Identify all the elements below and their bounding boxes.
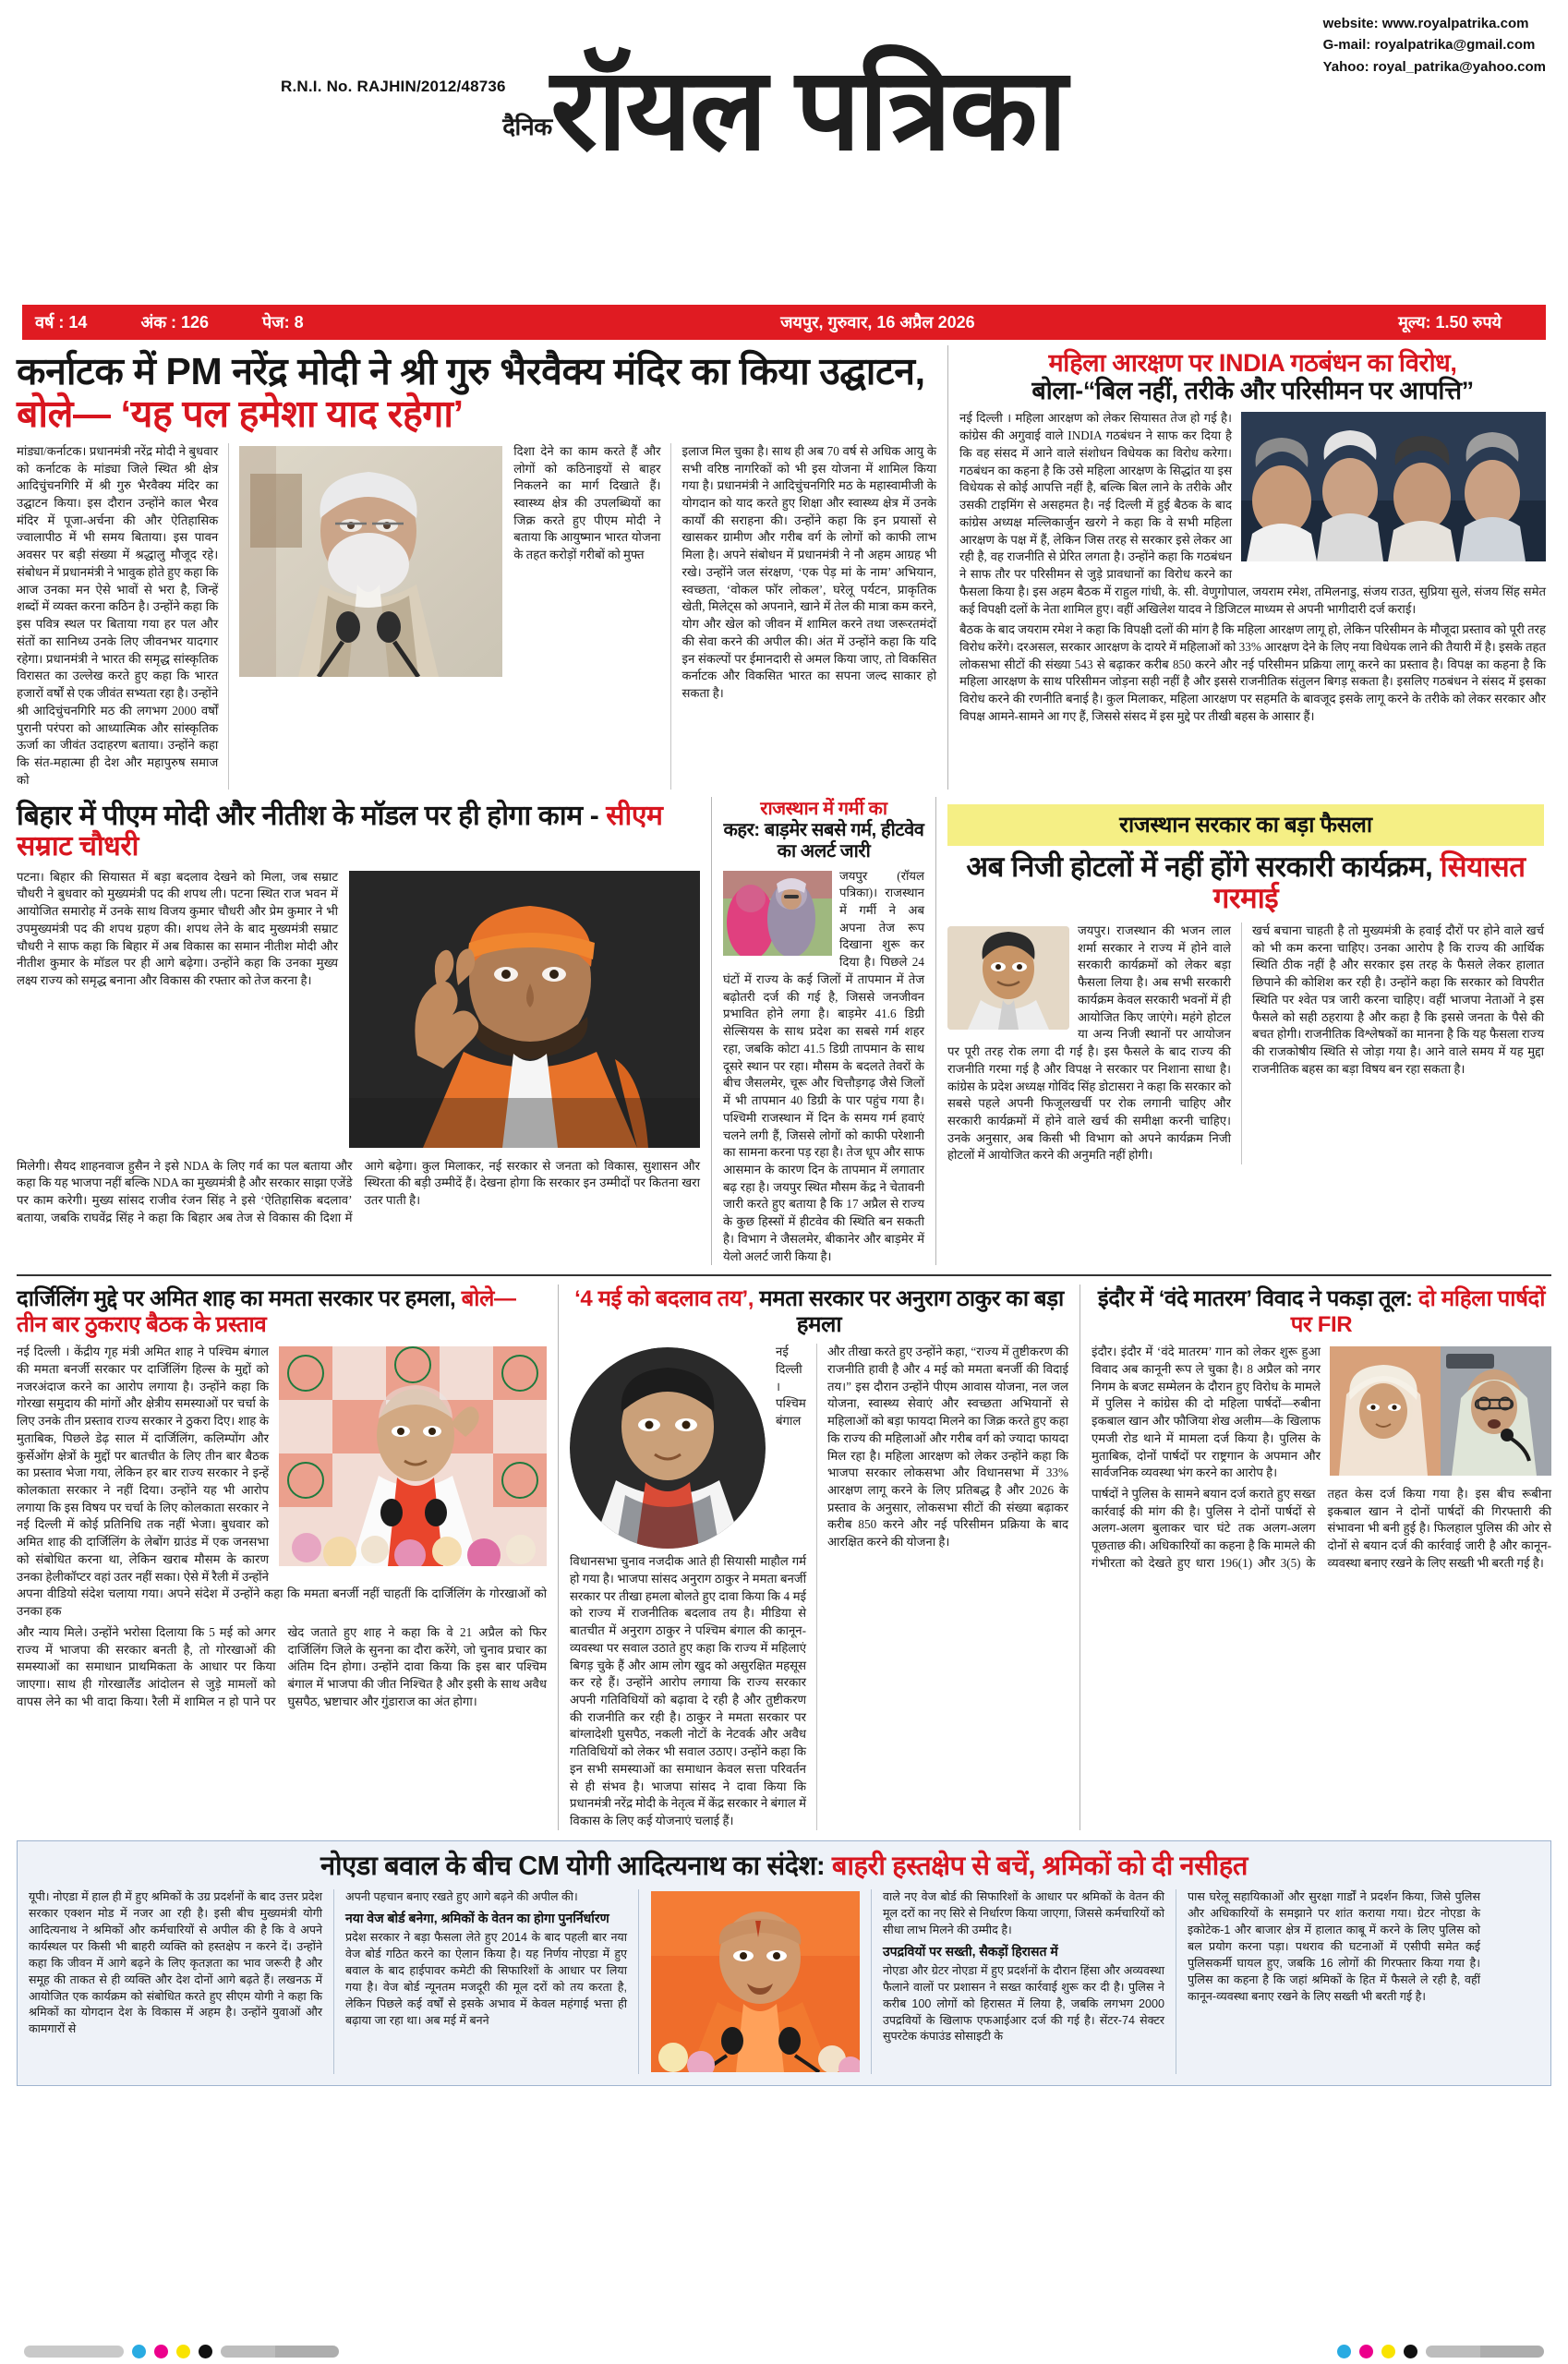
yellow-dot-right [1381, 2345, 1395, 2358]
info-issue: अंक : 126 [140, 313, 210, 332]
darjeeling-col2: और न्याय मिले। उन्होंने भरोसा दिलाया कि 5 मई को अगर राज्य में भाजपा की सरकार बनती है, तो गोरखाओं की समस्याओं का समाधान प्राथमिकता के आधार पर किया जाएगा। साथ ही गोरखालैंड आंदोलन से जुड़े मामलों को वापस लेने का भी वादा किया। रैली में शामिल न हो पाने पर खेद जताते हुए शाह ने कहा कि वे 21 अप्रैल को फिर दार्जिलिंग जिले के सुनना का दौरा करेंगे, जो चुनाव प्रचार का अंतिम दिन होगा। उन्होंने दावा किया कि इस बार पश्चिम बंगाल में भाजपा की जीत निश्चित है और इसी के साथ अवैध घुसपैठ, भ्रष्टाचार और गुंडाराज का अंत होगा। [17, 1624, 547, 1708]
bihar-story [17, 797, 711, 1266]
rni-number: R.N.I. No. RAJHIN/2012/48736 [281, 78, 506, 95]
rajasthan-govt-story [936, 797, 1544, 1266]
cyan-dot-right [1337, 2345, 1351, 2358]
india-headline [959, 349, 1546, 404]
samrat-chaudhary-photo [349, 871, 700, 1148]
logo [17, 46, 1551, 174]
indore-photo-svg [1330, 1346, 1551, 1476]
black-dot-right [1404, 2345, 1417, 2358]
thakur-photo-svg [570, 1347, 766, 1549]
india-leaders-photo [1241, 412, 1546, 561]
bihar-col1: पटना। बिहार की सियासत में बड़ा बदलाव देखने को मिला, जब सम्राट चौधरी ने बुधवार को मुख्यमंत्री पद की शपथ ली। पटना स्थित राज भवन में आयोजित समारोह में उनके साथ विजय कुमार चौधरी और प्रेम कुमार ने भी उपमुख्यमंत्री पद की शपथ ग्रहण की। शपथ लेने के बाद मुख्यमंत्री सम्राट चौधरी ने साफ कहा कि बिहार में अब विकास का समान नीतीश मोदी और नीतीश कुमार के मॉडल पर ही आगे बढ़ेगा। उन्होंने कहा कि उनका मुख्य लक्ष्य राज्य को समृद्ध बनाना और विकास की रफ्तार को तेज करना है। [17, 869, 338, 988]
darjeeling-col1: नई दिल्ली । केंद्रीय गृह मंत्री अमित शाह ने पश्चिम बंगाल की ममता बनर्जी सरकार पर दार्जिलिंग हिल्स के मुद्दों को नजरअंदाज करने का आरोप लगाया है। उन्होंने कहा कि गोरखा समुदाय की मांगों और क्षेत्रीय समस्याओं पर चर्चा के लिए उनके तीन प्रस्ताव राज्य सरकार ने ठुकरा दिए। शाह के मुताबिक, पिछले डेढ़ साल में दार्जिलिंग, कलिम्पोंग और कुर्सेओंग क्षेत्रों के मुद्दों पर बातचीत के लिए तीन बार बैठक का प्रस्ताव भेजा गया, लेकिन हर बार राज्य सरकार ने इन्हें कोलकाता सरकार ने नहीं दिया। उन्होंने यह भी आरोप लगाया कि इस विषय पर चर्चा के लिए कोलकाता सरकार ने नई दिल्ली में कोई प्रतिनिधि तक नहीं भेजा। बुधवार को अमित शाह की दार्जिलिंग के लेबोंग ग्राउंड में एक जनसभा को संबोधित करना था, लेकिन खराब मौसम के कारण उनका हेलीकॉप्टर वहां उतर नहीं सका। ऐसे में रैली में उन्होंने अपना वीडियो संदेश चलाया गया। अपने संदेश में उन्होंने कहा कि ममता बनर्जी नहीं चाहतीं कि दार्जिलिंग के गोरखाओं को उनका हक [17, 1345, 547, 1619]
indore-headline [1092, 1286, 1551, 1337]
thakur-headline-red: ‘4 मई को बदलाव तय’, [574, 1286, 754, 1312]
lead-headline-black: कर्नाटक में PM नरेंद्र मोदी ने श्री गुरु भैरवैक्य मंदिर का किया उद्घाटन, [17, 350, 925, 392]
cmyk-registration [0, 2345, 1568, 2358]
rajgov-headline [947, 851, 1544, 915]
yogi-col1: यूपी। नोएडा में हाल ही में हुए श्रमिकों के उग्र प्रदर्शनों के बाद उत्तर प्रदेश सरकार एक्शन मोड में नजर आ रही है। इसी बीच मुख्यमंत्री योगी आदित्यनाथ ने श्रमिकों और कर्मचारियों से अपील की है कि वे अपने कार्यस्थल पर किसी भी बाहरी व्यक्ति को हस्तक्षेप न करने दें। उन्होंने कहा कि जीवन में आगे बढ़ने के लिए कृतज्ञता का भाव जरूरी है और समूह की ताकत से ही व्यक्ति और देश दोनों आगे बढ़ते हैं। लखनऊ में आयोजित एक कार्यक्रम को संबोधित करते हुए सीएम योगी ने कहा कि श्रमिकों का योगदान देश के विकास में अहम है। उन्होंने युवाओं और कामगारों से [29, 1890, 322, 2036]
lower-section [17, 1274, 1551, 1829]
rajgov-headline-red: सियासत गरमाई [1212, 850, 1526, 915]
yogi-headline-black: नोएडा बवाल के बीच CM योगी आदित्यनाथ का संदेश: [320, 1851, 832, 1881]
heatwave-photo [723, 871, 832, 956]
cmyk-group-right [1337, 2345, 1544, 2358]
black-dot-left [199, 2345, 212, 2358]
darjeeling-headline [17, 1286, 547, 1337]
amit-shah-photo-svg [279, 1346, 547, 1566]
grey-bar-left2 [221, 2346, 339, 2358]
cmyk-group-left [24, 2345, 339, 2358]
rajasthan-heat-story [711, 797, 936, 1266]
grey-bar-left [24, 2346, 124, 2358]
masthead [17, 0, 1551, 305]
info-pages: पेज: 8 [262, 313, 304, 332]
india-headline-black: बोला-“बिल नहीं, तरीके और परिसीमन पर आपत्ति” [1031, 377, 1474, 405]
heat-headline-black: कहर: बाड़मेर सबसे गर्म, हीटवेव का अलर्ट जारी [723, 819, 924, 862]
modi-photo [239, 446, 502, 677]
yogi-col3-subhead: उपद्रवियों पर सख्ती, सैकड़ों हिरासत में [883, 1943, 1058, 1959]
lead-col3: इलाज मिल चुका है। साथ ही अब 70 वर्ष से अधिक आयु के सभी वरिष्ठ नागरिकों को भी इस योजना में शामिल किया गया है। प्रधानमंत्री ने आदिचुंचनगिरि मठ के महास्वामीजी के योगदान को याद करते हुए शिक्षा और स्वास्थ्य क्षेत्र में उनके कार्यों की सराहना की। उन्होंने कहा कि इन प्रयासों से खासकर ग्रामीण और गरीब वर्ग के लोगों को काफी लाभ मिला है। अपने संबोधन में प्रधानमंत्री ने नौ अहम आग्रह भी रखे। उन्होंने जल संरक्षण, ‘एक पेड़ मां के नाम’ अभियान, स्वच्छता, ‘वोकल फॉर लोकल’, घरेलू पर्यटन, प्राकृतिक खेती, मिलेट्स को अपनाने, खाने में तेल की मात्रा कम करने, योग और खेल को जीवन में शामिल करने तथा जरूरतमंदों की सेवा करने की अपील की। अंत में उन्होंने कहा कि यदि इन संकल्पों पर ईमानदारी से अमल किया जाए, तो विकसित कर्नाटक और विकसित भारत का सपना जल्द साकार हो सकता है। [681, 443, 936, 701]
yogi-photo [651, 1891, 860, 2072]
india-alliance-story [947, 345, 1546, 790]
modi-photo-svg [239, 446, 502, 677]
lead-headline [17, 351, 936, 436]
bihar-headline [17, 801, 700, 862]
yogi-col4: पास घरेलू सहायिकाओं और सुरक्षा गार्डों ने प्रदर्शन किया, जिसे पुलिस और अधिकारियों के समझाने पर शांत कराया गया। ग्रेटर नोएडा के इकोटेक-1 और बाजार क्षेत्र में हालात काबू में करने के लिए पुलिस को बल प्रयोग करना पड़ा। पथराव की घटनाओं में एसीपी समेत कई पुलिसकर्मी घायल हुए, जबकि 16 लोगों की गिरफ्तार किया गया है। पुलिस का कहना है कि जहां श्रमिकों के हित में फैसले ले रही है, वहीं कानून-व्यवस्था बनाए रखने के लिए सख्ती भी बरती गई है। [1188, 1890, 1480, 2003]
bihar-col2: मिलेगी। सैयद शाहनवाज हुसैन ने इसे NDA के लिए गर्व का पल बताया और कहा कि यह भाजपा नहीं बल्कि NDA का मुख्यमंत्री है और सरकार साझा एजेंडे पर काम करेगी। मुख्य सांसद राजीव रंजन सिंह ने इसे ‘ऐतिहासिक बदलाव’ बताया, जबकि राघवेंद्र सिंह ने कहा कि बिहार अब तेज से विकास की दिशा में आगे बढ़ेगा। कुल मिलाकर, नई सरकार से जनता को विकास, सुशासन और स्थिरता की बड़ी उम्मीदें हैं। देखना होगा कि सरकार इन उम्मीदों पर कितना खरा उतर पाती है। [17, 1158, 700, 1224]
website-line: website: www.royalpatrika.com [1322, 16, 1529, 31]
logo-title: रॉयल पत्रिका [550, 46, 1066, 174]
india-leaders-photo-svg [1241, 412, 1546, 561]
rajgov-col2: खर्च बचाना चाहती है तो मुख्यमंत्री के हवाई दौरों पर होने वाले खर्च को भी कम करना चाहिए। उनका आरोप है कि राज्य की आर्थिक स्थिति ठीक नहीं है और सरकार इस तरह के फैसले लेकर हालात छिपाने की कोशिश कर रही है। उन्होंने कहा कि सरकार को विपरीत स्थिति पर श्वेत पत्र जारी करना चाहिए। वहीं भाजपा नेताओं ने इस फैसले को सही ठहराया है और कहा है कि इससे जनता के पैसे की बचत होगी। राजनीतिक विश्लेषकों का मानना है कि यह फैसला राज्य की राजकोषीय स्थिति से जोड़ा गया है। आने वाले समय में यह मुद्दा राजनीतिक बहस का बड़ा विषय बन रहा सकता है। [1252, 923, 1544, 1076]
logo-dainik: दैनिक [502, 113, 552, 140]
india-col1: नई दिल्ली । महिला आरक्षण को लेकर सियासत तेज हो गई है। कांग्रेस की अगुवाई वाले INDIA गठबंधन ने साफ कर दिया है कि वह संसद में आने वाले संशोधन विधेयक का विरोध करेगा। गठबंधन का कहना है कि उसे महिला आरक्षण के सिद्धांत या इस विधेयक से कोई आपत्ति नहीं है, बल्कि बिल लाने के तरीके और उसकी टाइमिंग से असहमत है। नई दिल्ली में हुई बैठक के बाद कांग्रेस अध्यक्ष मल्लिकार्जुन खरगे ने कहा कि वे सभी महिला आरक्षण के पक्ष में हैं, लेकिन जिस तरह से सरकार इसे लेकर आ रही है, वह राजनीति से प्रेरित लगता है। उन्होंने कहा कि गठबंधन ने साफ तौर पर परिसीमन से जुड़े प्रावधानों का विरोध करने का फैसला किया है। इस अहम बैठक में राहुल गांधी, के. सी. वेणुगोपाल, जयराम रमेश, तमिलनाडु, संजय राउत, सुप्रिया सुले, संजय सिंह समेत कई विपक्षी दलों के नेता शामिल हुए। वहीं अखिलेश यादव ने डिजिटल माध्यम से अपनी भागीदारी दर्ज कराई। [959, 411, 1546, 616]
darjeeling-headline-red: बोले— तीन बार ठुकराए बैठक के प्रस्ताव [17, 1286, 516, 1337]
anurag-thakur-photo [570, 1347, 766, 1549]
info-year: वर्ष : 14 [35, 313, 88, 332]
indore-councillors-photo [1330, 1346, 1551, 1476]
india-col2: बैठक के बाद जयराम रमेश ने कहा कि विपक्षी दलों की मांग है कि महिला आरक्षण लागू हो, लेकिन परिसीमन के मौजूदा प्रस्ताव को पूरी तरह विरोध करेंगे। दरअसल, सरकार आरक्षण के दायरे में महिलाओं को 33% आरक्षण देने के लिए नया विधेयक लाने की तैयारी में है। इसके तहत लोकसभा सीटों की संख्या 543 से बढ़ाकर करीब 850 करने और नई परिसीमन प्रक्रिया लागू करने का प्रस्ताव है। विपक्ष का कहना है कि महिला आरक्षण के साथ परिसीमन जोड़ना सही नहीं है और इससे राजनीतिक संतुलन बिगड़ सकता है। इसलिए गठबंधन ने संसद में इसका विरोध करने की रणनीति बनाई है। कुल मिलाकर, महिला आरक्षण पर सहमति के बावजूद इसके लागू करने के तरीके को लेकर सरकार और विपक्ष आमने-सामने आ गए हैं, जिससे संसद में इस मुद्दे पर तीखी बहस के आसार हैं। [959, 622, 1546, 723]
indore-headline-black: इंदौर में ‘वंदे मातरम’ विवाद ने पकड़ा तूल: [1097, 1286, 1418, 1312]
thakur-headline-black: ममता सरकार पर अनुराग ठाकुर का बड़ा हमला [754, 1286, 1064, 1337]
samrat-photo-svg [349, 871, 700, 1148]
bihar-headline-red: सीएम सम्राट चौधरी [17, 800, 663, 862]
yogi-col3b: नोएडा और ग्रेटर नोएडा में हुए प्रदर्शनों के दौरान हिंसा और अव्यवस्था फैलाने वालों पर प्रशासन ने सख्त कार्रवाई शुरू कर दी है। पुलिस ने करीब 100 लोगों को हिरासत में लिया है, जबकि लगभग 2000 उपद्रवियों के खिलाफ एफआईआर दर्ज की गई है। सेंटर-74 सेक्टर सुपरटेक कंपाउंड सोसाइटी के [883, 1963, 1164, 2044]
heatwave-photo-svg [723, 871, 832, 956]
cyan-dot-left [132, 2345, 146, 2358]
yahoo-line: Yahoo: royal_patrika@yahoo.com [1322, 58, 1546, 75]
magenta-dot-right [1359, 2345, 1373, 2358]
info-price: मूल्य: 1.50 रुपये [1398, 313, 1502, 332]
thakur-headline [570, 1286, 1068, 1337]
heat-headline-red: राजस्थान में गर्मी का [760, 798, 887, 819]
info-place-date: जयपुर, गुरुवार, 16 अप्रैल 2026 [780, 313, 975, 332]
thakur-col1: नई दिल्ली । पश्चिम बंगाल विधानसभा चुनाव नजदीक आते ही सियासी माहौल गर्म हो गया है। भाजपा सांसद अनुराग ठाकुर ने ममता बनर्जी सरकार पर तीखा हमला बोलते हुए दावा किया कि 4 मई को राज्य में राजनीतिक बदलाव तय है। मीडिया से बातचीत में अनुराग ठाकुर ने पश्चिम बंगाल की कानून-व्यवस्था पर सवाल उठाते हुए कहा कि राज्य में महिलाएं बिगड़ चुके हैं और आम लोग खुद को असुरक्षित महसूस कर रहे हैं। उन्होंने आरोप लगाया कि राज्य सरकार अपनी गतिविधियों को बढ़ावा दे रही है और तुष्टीकरण की राजनीति कर रही है। ठाकुर ने ममता सरकार पर बांग्लादेशी घुसपैठ, नकली नोटों के नेटवर्क और अवैध गतिविधियों को लेकर भी सवाल उठाए। उन्होंने कहा कि इन सभी समस्याओं का समाधान केवल सत्ता परिवर्तन से ही संभव है। भाजपा सांसद ने दावा किया कि प्रधानमंत्री नरेंद्र मोदी के नेतृत्व में केंद्र सरकार ने बंगाल में विकास के लिए कई योजनाएं चलाई हैं। [570, 1345, 807, 1828]
heat-text: जयपुर (रॉयल पत्रिका)। राजस्थान में गर्मी ने अब अपना तेज रूप दिखाना शुरू कर दिया है। पिछले 24 घंटों में राज्य के कई जिलों में तापमान में तेज बढ़ोतरी दर्ज की गई है, जिससे जनजीवन प्रभावित होने लगा है। बाड़मेर 41.6 डिग्री सेल्सियस के साथ प्रदेश का सबसे गर्म शहर रहा, जबकि कोटा 41.5 डिग्री तापमान के साथ दूसरे स्थान पर रहा। मौसम के बदलते तेवरों के बीच जैसलमेर, चूरू और चित्तौड़गढ़ जैसे जिलों में भी तापमान 40 डिग्री के पार पहुंच गया है। पश्चिमी राजस्थान में दिन के समय गर्म हवाएं चलने लगी हैं, जिससे लोगों को काफी परेशानी का सामना करना पड़ रहा है। तेज धूप और साफ आसमान के कारण दिन के तापमान में लगातार बढ़ रहा है। जयपुर स्थित मौसम केंद्र ने चेतावनी जारी करते हुए बताया है कि 17 अप्रैल से राज्य के कुछ हिस्सों में हीटवेव की स्थिति बन सकती है। विभाग ने जैसलमेर, बीकानेर और बाड़मेर में येलो अलर्ट जारी किया है। [723, 868, 924, 1263]
thakur-col2: और तीखा करते हुए उन्होंने कहा, “राज्य में तुष्टीकरण की राजनीति हावी है और 4 मई को ममता बनर्जी की विदाई तय।” इस दौरान उन्होंने पीएम आवास योजना, नल जल योजना, स्वास्थ्य सेवाएं और स्वच्छता अभियानों से महिलाओं को बड़ा फायदा मिलने का जिक्र करते हुए कहा कि राज्य की महिलाओं और गरीब वर्ग को ज्यादा फायदा मिल रहा है। महिला आरक्षण को लेकर उन्होंने कहा कि भाजपा सरकार लोकसभा और विधानसभा में 33% आरक्षण लागू करने के लिए प्रतिबद्ध है और 2026 के प्रस्ताव के अनुसार, लोकसभा सीटों की संख्या बढ़ाकर करीब 850 करने और नई परिसीमन प्रक्रिया के बाद आरक्षित करने की योजना है। [827, 1345, 1068, 1550]
indore-col1: इंदौर। इंदौर में ‘वंदे मातरम’ गान को लेकर शुरू हुआ विवाद अब कानूनी रूप ले चुका है। 8 अप्रैल को नगर निगम के बजट सम्मेलन के दौरान हुए विरोध के मामले में पुलिस ने कांग्रेस की दो महिला पार्षदों—रुबीना इकबाल खान और फौजिया शेख अलीम—के खिलाफ एमजी रोड थाने में मामला दर्ज किया है। पुलिस के मुताबिक, दोनों पार्षदों पर राष्ट्रगान के अपमान और सार्वजनिक व्यवस्था भंग करने का आरोप है। [1092, 1345, 1321, 1480]
indore-col2: पार्षदों ने पुलिस के सामने बयान दर्ज कराते हुए सख्त कार्रवाई की मांग की है। पुलिस ने दोनों पार्षदों से अलग-अलग बुलाकर चार घंटे तक अलग-अलग पूछताछ की। अधिकारियों का कहना है कि मामले की गंभीरता को देखते हुए धारा 196(1) और 3(5) के तहत केस दर्ज किया गया है। इस बीच रूबीना इकबाल खान ने दोनों पार्षदों की गिरफ्तारी की संभावना भी बनी हुई है। फिलहाल पुलिस की ओर से दोनों से बयान दर्ज की कार्रवाई जारी है और कानून-व्यवस्था बनाए रखने के लिए सख्ती भी बरती गई है। [1092, 1486, 1551, 1570]
yogi-col3: वाले नए वेज बोर्ड की सिफारिशों के आधार पर श्रमिकों के वेतन की मूल दरों का नए सिरे से निर्धारण किया जाएगा, जिससे कर्मचारियों को सीधा लाभ मिलने की उम्मीद है। [883, 1890, 1164, 1937]
minister-photo-svg [947, 926, 1069, 1030]
gmail-line: G-mail: royalpatrika@gmail.com [1322, 37, 1536, 54]
yogi-headline-red: बाहरी हस्तक्षेप से बचें, श्रमिकों को दी नसीहत [831, 1851, 1248, 1881]
yogi-headline [29, 1851, 1539, 1881]
top-section [17, 345, 1551, 790]
rajgov-headline-black: अब निजी होटलों में नहीं होंगे सरकारी कार्यक्रम, [966, 850, 1433, 883]
darjeeling-story [17, 1285, 558, 1829]
yogi-col2-subhead: नया वेज बोर्ड बनेगा, श्रमिकों के वेतन का होगा पुनर्निर्धारण [345, 1911, 609, 1926]
lead-story [17, 345, 947, 790]
info-bar [22, 305, 1546, 340]
lead-col1: मांड्या/कर्नाटक। प्रधानमंत्री नरेंद्र मोदी ने बुधवार को कर्नाटक के मांड्या जिले स्थित श्री क्षेत्र आदिचुंचनगिरि में श्री गुरु भैरवैक्य मंदिर का उद्घाटन किया। इस दौरान उन्होंने काल भैरव मंदिर में पूजा-अर्चना की और ऐतिहासिक ज्वालापीठ में भी समय बिताया। इस पावन अवसर पर बड़ी संख्या में श्रद्धालु मौजूद रहे। संबोधन में प्रधानमंत्री ने भावुक होते हुए कहा कि आज उनका मन ऐसे भावों से भरा है, जिन्हें शब्दों में व्यक्त करना कठिन है। उन्होंने कहा कि इस पवित्र स्थल पर बिताया गया हर पल और संतों का सानिध्य उनके लिए जीवनभर यादगार रहेगा। प्रधानमंत्री ने भारत की समृद्ध सांस्कृतिक विरासत का उल्लेख करते हुए कहा कि भारत हजारों वर्षों से एक जीवंत सभ्यता रहा है। उन्होंने श्री आदिचुंचनगिरि मठ की लगभग 2000 वर्षों पुरानी परंपरा को आध्यात्मिक और सांस्कृतिक ऊर्जा का जीवंत उदाहरण बताया। उन्होंने कहा कि संत-महात्मा ही देश और महापुरुष समाज को [17, 443, 219, 787]
rajgov-banner: राजस्थान सरकार का बड़ा फैसला [947, 804, 1544, 846]
heat-headline [723, 799, 924, 862]
grey-bar-right [1426, 2346, 1544, 2358]
thakur-story [558, 1285, 1080, 1829]
yellow-dot-left [176, 2345, 190, 2358]
lead-body [17, 443, 936, 790]
yogi-col2: प्रदेश सरकार ने बड़ा फैसला लेते हुए 2014 के बाद पहली बार नया वेज बोर्ड गठित करने का ऐलान किया है। यह निर्णय नोएडा में हुए बवाल के बाद हाईपावर कमेटी की सिफारिशों के आधार पर लिया गया है। वेज बोर्ड न्यूनतम मजदूरी की मूल दरों को तय करता है, लेकिन पिछले कई वर्षों से इसके अभाव में केवल महंगाई भत्ता ही बढ़ाया जा रहा था। अब मई में बनने [345, 1931, 627, 2027]
rajgov-col1: जयपुर। राजस्थान की भजन लाल शर्मा सरकार ने राज्य में होने वाले सरकारी कार्यक्रमों को लेकर बड़ा फैसला लिया है। अब सभी सरकारी कार्यक्रम केवल सरकारी भवनों में ही आयोजित किए जाएंगे। महंगे होटल या अन्य निजी स्थानों पर आयोजन पर पूरी तरह रोक लगा दी गई है। इस फैसले के बाद राज्य की राजनीति गरमा गई है और विपक्ष ने सरकार पर निशाना साधा है। कांग्रेस के प्रदेश अध्यक्ष गोविंद सिंह डोटासरा ने कहा कि सरकार को सबसे पहले अपनी फिजूलखर्ची पर रोक लगानी चाहिए और सरकारी कार्यक्रमों में होने वाले खर्च की समीक्षा करनी चाहिए। उनके अनुसार, अब किसी भी विभाग को अपने कार्यक्रम निजी होटलों में आयोजित करने की अनुमति नहीं होगी। [947, 923, 1231, 1163]
indore-story [1080, 1285, 1551, 1829]
lead-headline-red: बोले— ‘यह पल हमेशा याद रहेगा’ [17, 392, 464, 435]
amit-shah-photo [279, 1346, 547, 1566]
yogi-col2-lead: अपनी पहचान बनाए रखते हुए आगे बढ़ने की अपील की। [345, 1890, 578, 1904]
minister-photo [947, 926, 1069, 1030]
darjeeling-headline-black: दार्जिलिंग मुद्दे पर अमित शाह का ममता सरकार पर हमला, [17, 1286, 456, 1312]
bihar-headline-black: बिहार में पीएम मोदी और नीतीश के मॉडल पर ही होगा काम - [17, 800, 607, 831]
magenta-dot-left [154, 2345, 168, 2358]
yogi-story [17, 1840, 1551, 2086]
lead-col2: दिशा देने का काम करते हैं और लोगों को कठिनाइयों से बाहर निकलने का मार्ग दिखाते हैं। स्वास्थ्य क्षेत्र की उपलब्धियों का जिक्र करते हुए पीएम मोदी ने बताया कि आयुष्मान भारत योजना के तहत करोड़ों गरीबों को मुफ्त [513, 443, 661, 562]
india-headline-red: महिला आरक्षण पर INDIA गठबंधन का विरोध, [1048, 349, 1457, 377]
mid-section [17, 797, 1551, 1266]
yogi-photo-svg [651, 1891, 860, 2072]
indore-headline-red: दो महिला पार्षदों पर FIR [1290, 1286, 1546, 1337]
